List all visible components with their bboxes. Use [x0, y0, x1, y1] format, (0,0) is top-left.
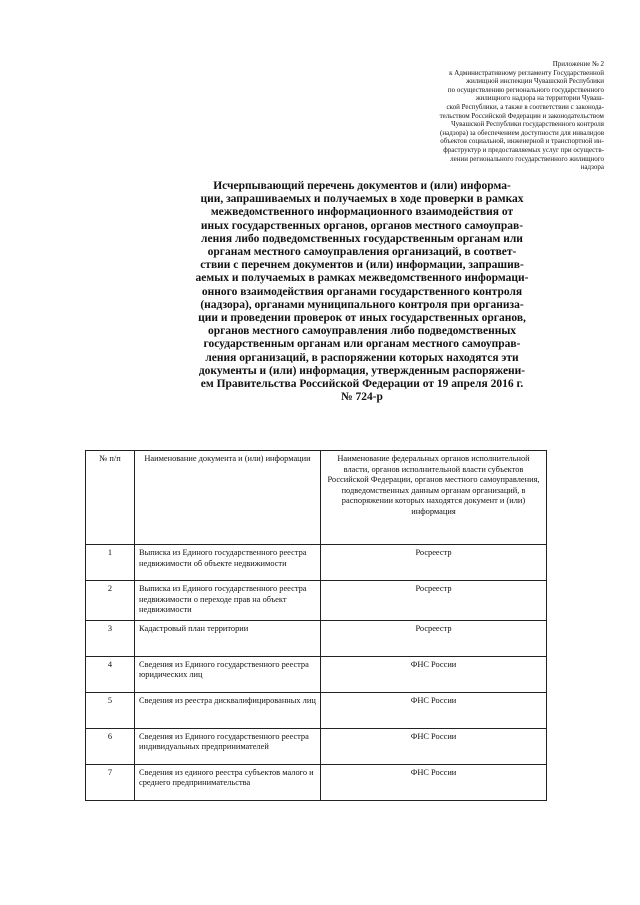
appendix-line: по осуществлению регионального государственного: [447, 85, 604, 94]
appendix-line: фраструктур и предоставляемых услуг при осуществ-: [443, 145, 604, 154]
header-document: Наименование документа и (или) информации: [135, 451, 321, 545]
appendix-line: надзора: [580, 163, 604, 172]
appendix-note: [364, 60, 604, 172]
row-organization: Росреестр: [321, 620, 547, 656]
row-document: Сведения из реестра дисквалифицированных лиц: [135, 692, 321, 728]
table-row: [86, 764, 547, 800]
title-line: органов местного самоуправления либо подведомственных: [207, 325, 517, 338]
table-row: [86, 728, 547, 764]
appendix-line: Приложение № 2: [552, 60, 604, 68]
title-line: № 724-р: [341, 391, 383, 404]
row-organization: ФНС России: [321, 764, 547, 800]
row-num: 1: [86, 545, 135, 581]
row-num: 6: [86, 728, 135, 764]
header-organization: Наименование федеральных органов исполнительной власти, органов исполнительной власти субъектов Российской Федерации, органов местного самоуправления, подведомственных данным органам организаций, в распоряжении которых находятся документ и (или) информация: [321, 451, 547, 545]
appendix-line: к Административному регламенту Государственной: [449, 68, 604, 77]
table-row: [86, 545, 547, 581]
appendix-line: жилищной инспекции Чувашской Республики: [466, 77, 604, 86]
appendix-line: объектов социальной, инженерной и транспортной ин-: [440, 137, 604, 146]
document-title: [168, 180, 556, 404]
table-row: [86, 692, 547, 728]
table-row: [86, 581, 547, 621]
row-document: Сведения из единого реестра субъектов малого и среднего предпринимательства: [135, 764, 321, 800]
appendix-line: жилищного надзора на территории Чуваш-: [475, 94, 604, 103]
title-line: государственным органам или органам местного самоуправ-: [203, 338, 521, 351]
appendix-line: (надзора) за обеспечением доступности для инвалидов: [440, 128, 604, 137]
title-line: (надзора), органами муниципального контроля при организа-: [200, 298, 524, 311]
row-num: 3: [86, 620, 135, 656]
table-header-row: [86, 451, 547, 545]
table-row: [86, 656, 547, 692]
table-row: [86, 620, 547, 656]
documents-table: [85, 450, 547, 801]
row-organization: Росреестр: [321, 581, 547, 621]
row-organization: Росреестр: [321, 545, 547, 581]
row-num: 4: [86, 656, 135, 692]
row-document: Выписка из Единого государственного реестра недвижимости об объекте недвижимости: [135, 545, 321, 581]
row-organization: ФНС России: [321, 692, 547, 728]
title-line: онного взаимодействия органами государственного контроля: [201, 285, 523, 298]
title-line: документы и (или) информация, утвержденным распоряжени-: [198, 364, 526, 377]
row-organization: ФНС России: [321, 656, 547, 692]
row-num: 5: [86, 692, 135, 728]
title-line: ции, запрашиваемых и получаемых в ходе проверки в рамках: [200, 193, 524, 206]
header-num: № п/п: [86, 451, 135, 545]
title-line: иных государственных органов, органов местного самоуправ-: [200, 219, 524, 232]
title-line: ем Правительства Российской Федерации от 19 апреля 2016 г.: [200, 378, 524, 391]
title-line: аемых и получаемых в рамках межведомственного информаци-: [195, 272, 529, 285]
title-line: органам местного самоуправления организаций, в соответ-: [207, 246, 517, 259]
title-line: ствии с перечнем документов и (или) информации, запрашив-: [200, 259, 524, 272]
title-line: ции и проведении проверок от иных государственных органов,: [198, 312, 526, 325]
row-organization: ФНС России: [321, 728, 547, 764]
title-line: Исчерпывающий перечень документов и (или) информа-: [213, 180, 511, 192]
row-document: Кадастровый план территории: [135, 620, 321, 656]
title-line: ления организаций, в распоряжении которых находятся эти: [205, 351, 519, 364]
row-num: 7: [86, 764, 135, 800]
row-document: Сведения из Единого государственного реестра юридических лиц: [135, 656, 321, 692]
title-line: межведомственного информационного взаимодействия от: [210, 206, 514, 219]
row-document: Сведения из Единого государственного реестра индивидуальных предпринимателей: [135, 728, 321, 764]
appendix-line: ской Республики, а также в соответствии с законода-: [446, 102, 604, 111]
title-line: ления либо подведомственных государственным органам или: [201, 232, 523, 245]
row-num: 2: [86, 581, 135, 621]
row-document: Выписка из Единого государственного реестра недвижимости о переходе прав на объект недвижимости: [135, 581, 321, 621]
appendix-line: Чувашской Республики государственного контроля: [451, 120, 604, 129]
appendix-line: тельством Российской Федерации и законодательством: [439, 111, 604, 120]
appendix-line: лении регионального государственного жилищного: [450, 154, 604, 163]
